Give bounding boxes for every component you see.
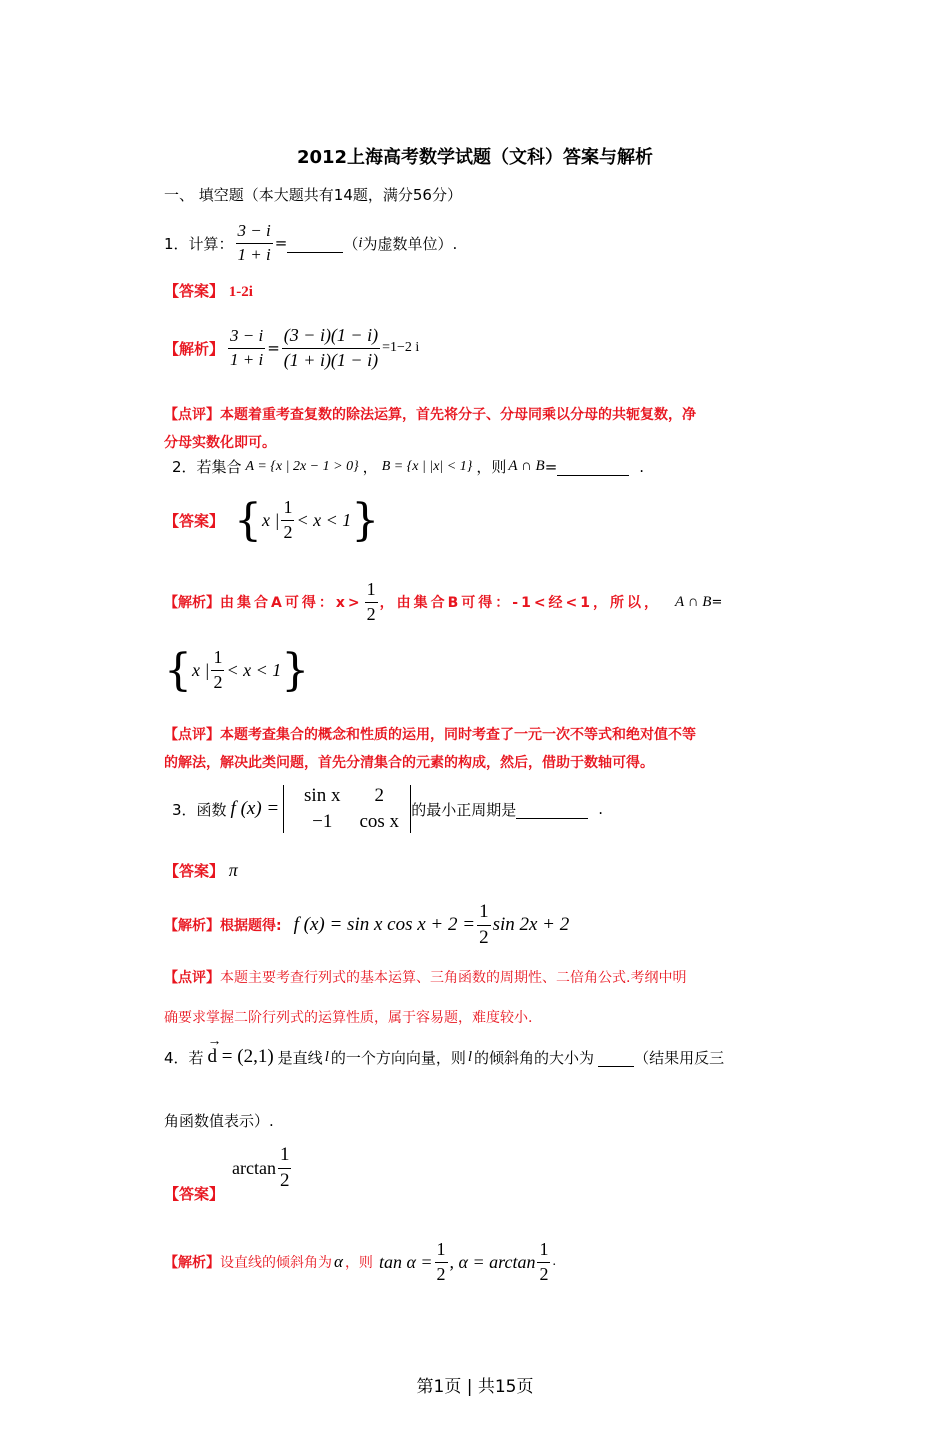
question-4: 4．若 → d = (2,1) 是直线 l 的一个方向向量，则 l 的倾斜角的大小为 （结果用反三 (164, 1034, 725, 1067)
q4-line2: 角函数值表示）. (164, 1112, 274, 1130)
q2-analysis: 【解析】 由集合A可得：x> $\frac{1}{2}$ ，由集合B可得：-1<经<1，所以， A ∩ B = (164, 579, 723, 624)
q1-answer: 【答案】 1-2i (164, 282, 253, 300)
q4-answer-formula: arctan $\frac{1}{2}$ (232, 1144, 290, 1191)
q2-answer: 【答案】 { x | $\frac{1}{2}$ < x < 1 } (164, 495, 380, 546)
q2-comment: 【点评】本题考查集合的概念和性质的运用，同时考查了一元一次不等式和绝对值不等 的解法，解决此类问题，首先分清集合的元素的构成，然后，借助于数轴可得。 (164, 727, 696, 771)
vector-d: → d = (2,1) (207, 1034, 274, 1067)
q4-answer-label: 【答案】 (164, 1185, 225, 1203)
q2-analysis-result: { x | $\frac{1}{2}$ < x < 1 } (164, 645, 310, 696)
q1-comment: 【点评】本题着重考查复数的除法运算，首先将分子、分母同乘以分母的共轭复数，净 分母实数化即可。 (164, 407, 696, 451)
question-2: 2．若集合 A = {x | 2x − 1 > 0} ， B = {x | |x| < 1} ，则 A ∩ B = . (172, 457, 645, 476)
q3-determinant: sin x 2 −1 cos x (283, 785, 411, 833)
q3-analysis: 【解析】 根据题得: f (x) = sin x cos x + 2 = $\frac{1}{2}$ sin 2x + 2 (164, 901, 570, 948)
q2-blank (557, 457, 629, 476)
q1-equals: = (274, 234, 288, 253)
q4-analysis: 【解析】 设直线的倾斜角为 α ，则 tan α = $\frac{1}{2}$ , α = arctan $\frac{1}{2}$ . (164, 1239, 556, 1284)
q3-comment: 【点评】本题主要考查行列式的基本运算、三角函数的周期性、二倍角公式.考纲中明 确要求掌握二阶行列式的运算性质，属于容易题，难度较小. (164, 970, 687, 1026)
question-3: 3．函数 f (x) = sin x 2 −1 cos x 的最小正周期是 . (172, 785, 604, 832)
q3-answer: 【答案】 π (164, 860, 238, 880)
q1-blank (287, 234, 343, 253)
section-heading: 一、 填空题（本大题共有14题，满分56分） (164, 186, 462, 204)
q1-analysis: 【解析】 $\frac{3 - i}{1 + i}$ = $\frac{(3 - i)(1 - i)}{(1 + i)(1 - i)}$ =1−2 i (164, 325, 420, 370)
page-title: 2012上海高考数学试题（文科）答案与解析 (296, 147, 654, 168)
page-footer: 第1页 | 共15页 (416, 1377, 534, 1397)
question-1: 1．计算： $\frac{3 - i}{1 + i}$ = （ i 为虚数单位）. (164, 221, 458, 264)
q1-fraction: $\frac{3 - i}{1 + i}$ (237, 221, 271, 264)
q1-prefix: 1．计算： (164, 234, 234, 253)
q3-blank (516, 800, 588, 819)
q4-blank (598, 1048, 634, 1067)
